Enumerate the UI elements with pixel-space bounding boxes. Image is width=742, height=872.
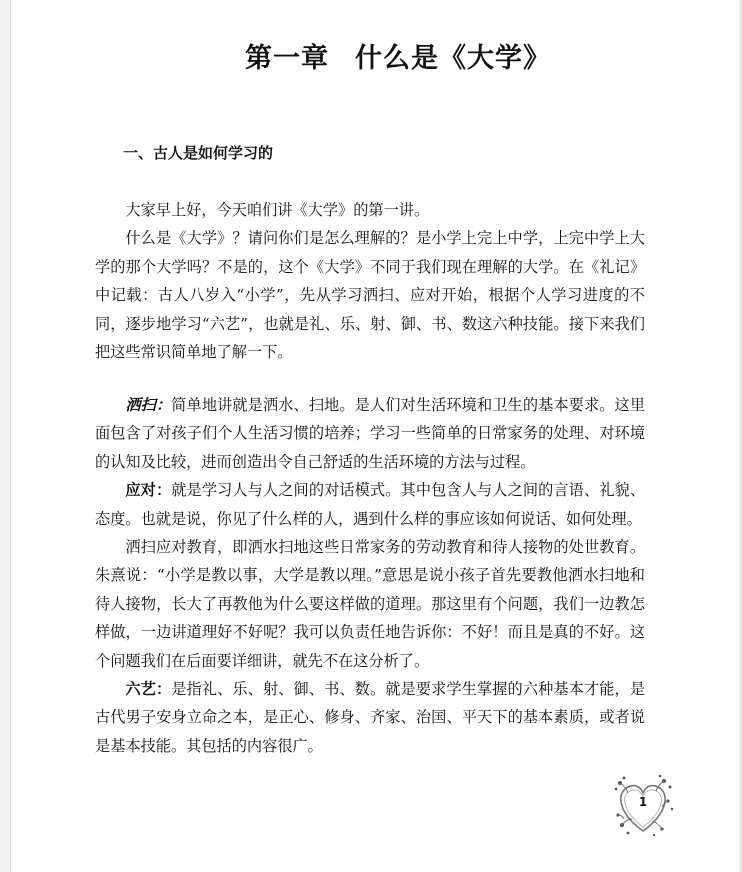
section-heading: 一、古人是如何学习的 — [123, 144, 274, 162]
definitions-paragraphs — [95, 391, 645, 760]
text-sasao: 简单地讲就是洒水、扫地。是人们对生活环境和卫生的基本要求。这里面包含了对孩子们个人生活习惯的培养；学习一些简单的日常家务的处理、对环境的认知及比较，进而创造出令自己舒适的生活环境的方法与过程。 — [95, 396, 646, 471]
page-edge-left — [0, 0, 11, 872]
text-liuyi: 是指礼、乐、射、御、书、数。就是要求学生掌握的六种基本才能，是古代男子安身立命之本，是正心、修身、齐家、治国、平天下的基本素质，或者说是基本技能。其包括的内容很广。 — [95, 680, 646, 755]
chapter-number: 第一章 — [245, 43, 329, 74]
paragraph-yingdui — [95, 476, 645, 533]
page-number: 1 — [638, 795, 648, 809]
term-yingdui: 应对： — [125, 481, 172, 500]
term-liuyi: 六艺： — [125, 680, 172, 699]
paragraph-liuyi — [95, 675, 645, 760]
chapter-name: 什么是《大学》 — [355, 43, 551, 74]
paragraph-sasao — [95, 391, 645, 476]
chapter-title — [0, 36, 742, 75]
paragraph-education: 洒扫应对教育，即洒水扫地这些日常家务的劳动教育和待人接物的处世教育。朱熹说：“小学是教以事，大学是教以理。”意思是说小孩子首先要教他洒水扫地和待人接物，长大了再教他为什么要这样做的道理。那这里有个问题，我们一边教怎样做，一边讲道理好不好呢？我可以负责任地告诉你：不好！而且是真的不好。这个问题我们在后面要详细讲，就先不在这分析了。 — [95, 538, 645, 670]
paragraph-what-is-daxue: 什么是《大学》？请问你们是怎么理解的？是小学上完上中学，上完中学上大学的那个大学吗？不是的，这个《大学》不同于我们现在理解的大学。在《礼记》中记载：古人八岁入“小学”，先从学习洒扫、应对开始，根据个人学习进度的不同，逐步地学习“六艺”，也就是礼、乐、射、御、书、数这六种技能。接下来我们把这些常识简单地了解一下。 — [95, 229, 645, 362]
intro-paragraphs — [95, 196, 645, 366]
term-sasao: 洒扫： — [125, 396, 172, 414]
text-yingdui: 就是学习人与人之间的对话模式。其中包含人与人之间的言语、礼貌、态度。也就是说，你见了什么样的人，遇到什么样的事应该如何说话、如何处理。 — [95, 481, 646, 528]
paragraph-greeting: 大家早上好，今天咱们讲《大学》的第一讲。 — [125, 201, 430, 219]
